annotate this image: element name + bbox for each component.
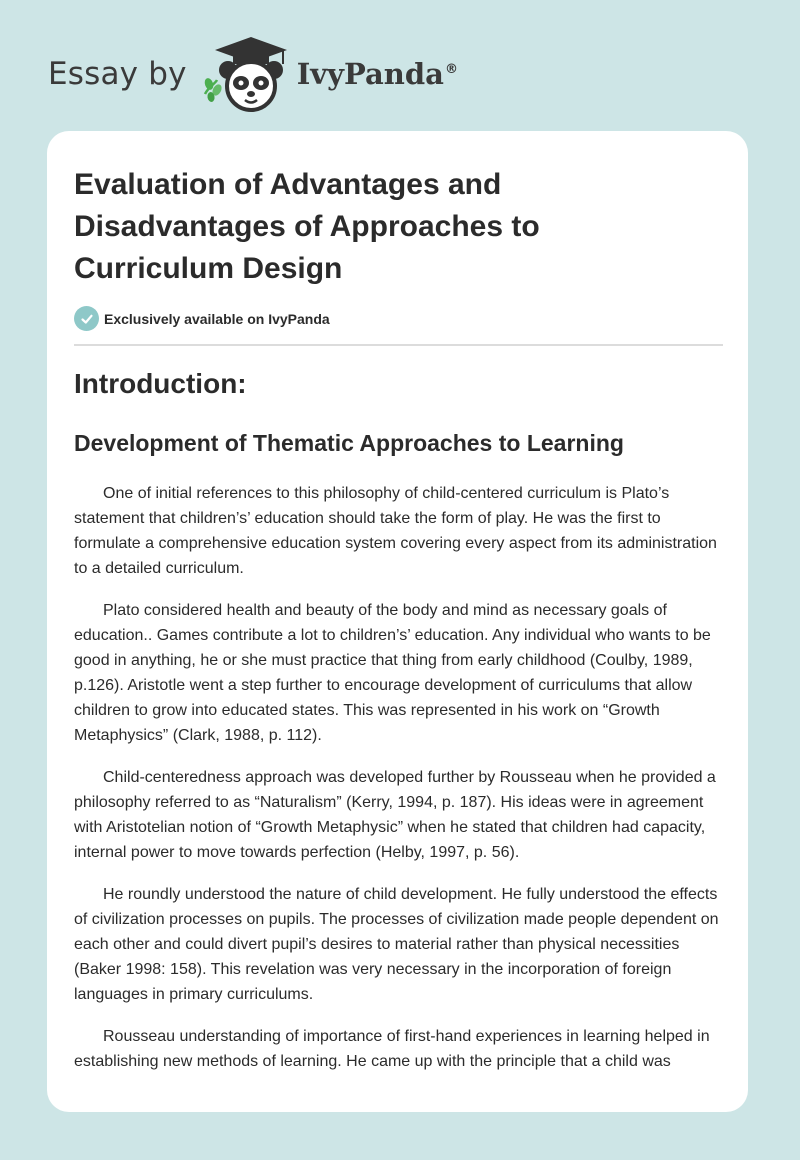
essay-card [47, 131, 748, 1112]
paragraph: Child-centeredness approach was developed further by Rousseau when he provided a philosophy referred to as “Naturalism” (Kerry, 1994, p. 187). His ideas were in agreement with Aristotelian notion of “Growth Metaphysic” when he stated that children had capacity, internal power to move towards perfection (Helby, 1997, p. 56). [74, 769, 716, 861]
section-heading: Introduction: [74, 368, 247, 399]
brand-prefix: Essay by [48, 56, 187, 92]
paragraph: One of initial references to this philosophy of child-centered curriculum is Plato’s statement that children’s’ education should take the form of play. He was the first to formulate a comprehensive education system covering every aspect from its administration to a detailed curriculum. [74, 485, 717, 577]
brand-name-text: IvyPanda [296, 57, 444, 91]
brand-header[interactable] [48, 34, 458, 114]
paragraph: He roundly understood the nature of child development. He fully understood the effects of civilization processes on pupils. The processes of civilization made people dependent on each other and could divert pupil’s desires to material rather than physical necessities (Baker 1998: 158). This revelation was very necessary in the incorporation of foreign languages in primary curriculums. [74, 886, 719, 1003]
divider [74, 344, 723, 346]
exclusive-badge [74, 306, 330, 331]
registered-mark: ® [444, 62, 458, 78]
essay-title: Evaluation of Advantages and Disadvantages of Approaches to Curriculum Design [74, 168, 540, 285]
brand-name [297, 57, 458, 91]
exclusive-badge-label: Exclusively available on IvyPanda [104, 310, 330, 327]
paragraph: Rousseau understanding of importance of first-hand experiences in learning helped in establishing new methods of learning. He came up with the principle that a child was [74, 1028, 710, 1070]
essay-body [74, 481, 724, 1091]
panda-logo-icon [201, 34, 293, 114]
paragraph: Plato considered health and beauty of the body and mind as necessary goals of education.. Games contribute a lot to children’s’ education. Any individual who wants to be good in anything, he or she must practice that thing from early childhood (Coulby, 1989, p.126). Aristotle went a step further to encourage development of curriculums that allow children to grow into educated states. This was represented in his work on “Growth Metaphysics” (Clark, 1988, p. 112). [74, 602, 711, 744]
check-icon [74, 306, 99, 331]
subsection-heading: Development of Thematic Approaches to Learning [74, 430, 624, 456]
